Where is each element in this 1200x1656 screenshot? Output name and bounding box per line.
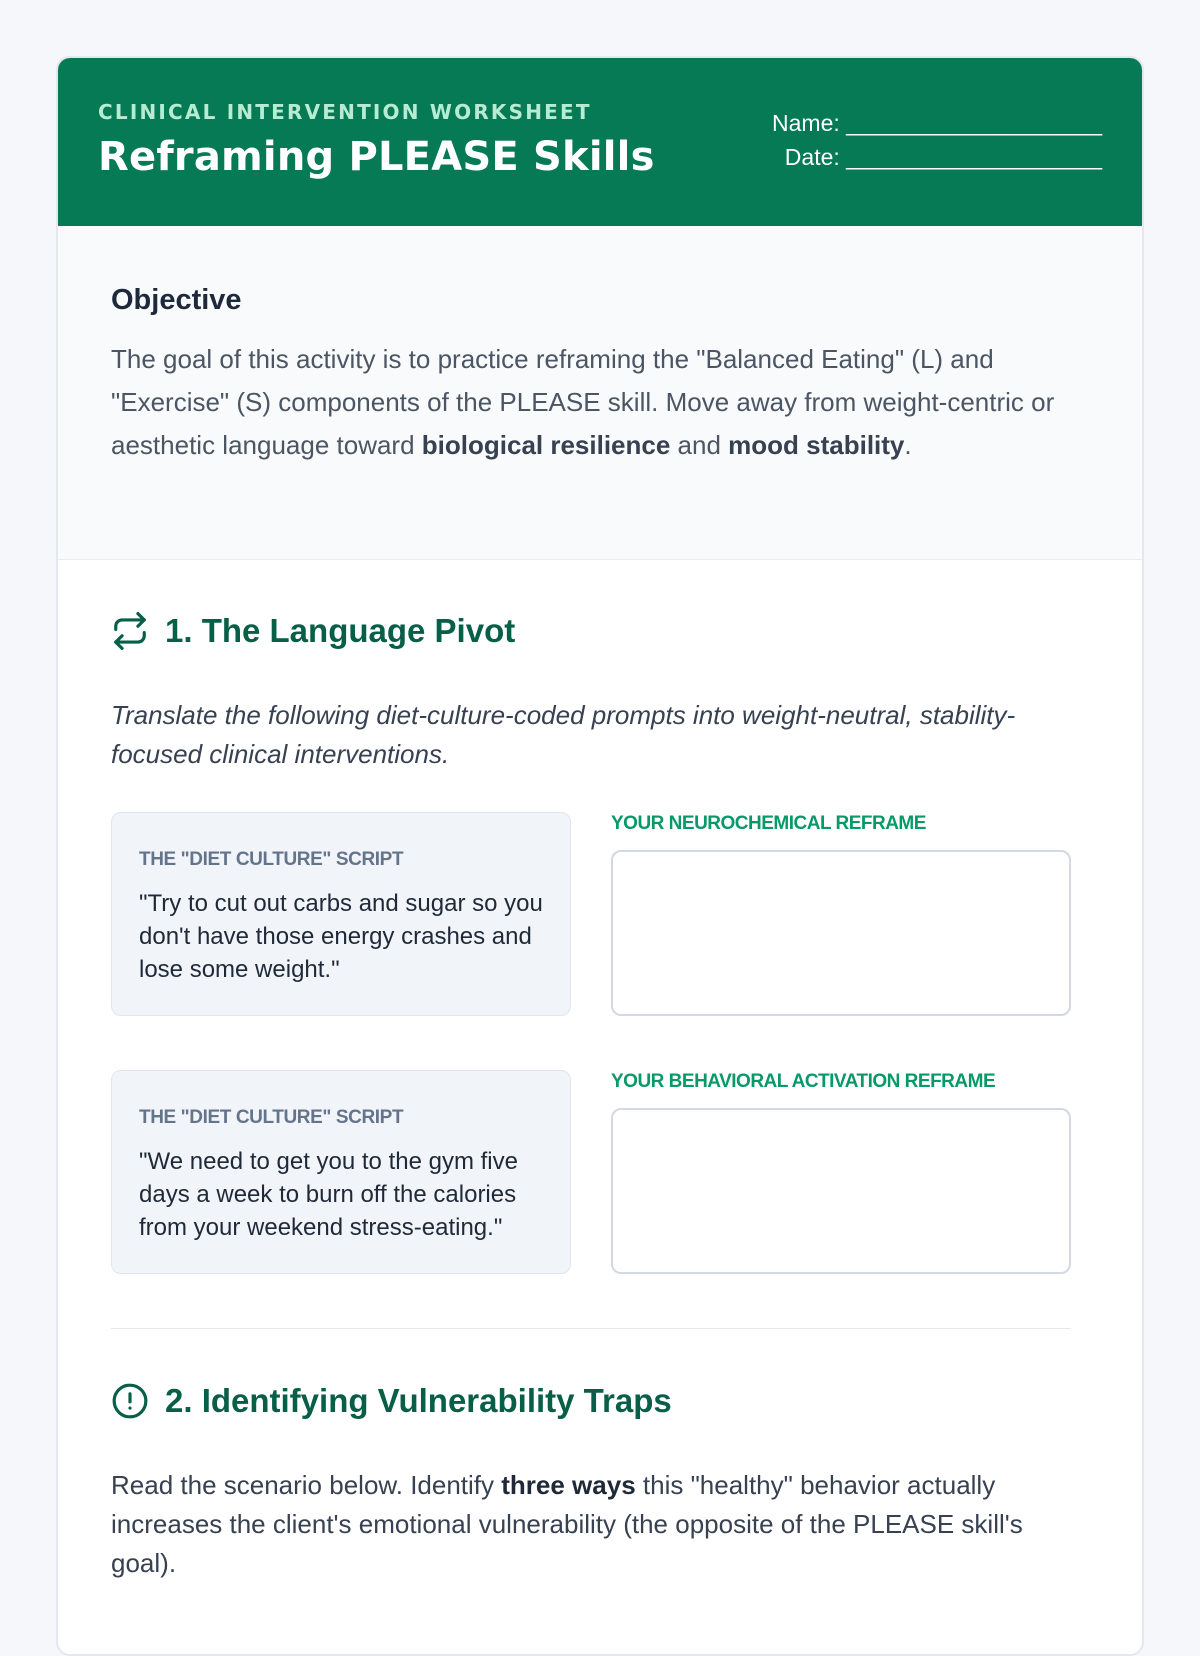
section-2-title [111,1382,672,1420]
behavioral-activation-reframe-input[interactable] [611,1108,1071,1274]
name-field-line: Name: ____________________ [772,110,1102,136]
objective-heading: Objective [111,284,242,316]
worksheet-eyebrow: CLINICAL INTERVENTION WORKSHEET [98,100,592,124]
worksheet-title: Reframing PLEASE Skills [98,134,655,180]
neurochemical-reframe-input[interactable] [611,850,1071,1016]
reframe-label-2: YOUR BEHAVIORAL ACTIVATION REFRAME [611,1071,996,1092]
section-2-instructions: Read the scenario below. Identify three ways this "healthy" behavior actually increases the client's emotional vulnerability (the opposite of the PLEASE skill's goal). [111,1470,1023,1578]
objective-section [58,226,1142,560]
section-1-title [111,612,515,650]
objective-text: The goal of this activity is to practice reframing the "Balanced Eating" (L) and "Exercise" (S) components of the PLEASE skill. Move away from weight-centric or aesthetic language toward biological resilience and mood stability. [111,344,1055,460]
section-2-emphasis: three ways [501,1470,636,1500]
section-2-title-text: 2. Identifying Vulnerability Traps [165,1382,672,1419]
worksheet-header [58,58,1142,226]
repeat-arrows-icon [111,612,149,650]
section-1-title-text: 1. The Language Pivot [165,612,516,649]
section-1-instructions: Translate the following diet-culture-coded prompts into weight-neutral, stability-focused clinical interventions. [111,700,1016,769]
worksheet-card [56,56,1144,1656]
script-label-1: THE "DIET CULTURE" SCRIPT [139,849,404,870]
alert-circle-icon [111,1382,149,1420]
date-field-line: Date: ____________________ [784,144,1102,170]
objective-emphasis-stability: mood stability [728,430,905,460]
script-label-2: THE "DIET CULTURE" SCRIPT [139,1107,404,1128]
reframe-label-1: YOUR NEUROCHEMICAL REFRAME [611,813,926,834]
script-box-1 [111,812,571,1016]
objective-emphasis-resilience: biological resilience [421,430,671,460]
script-quote-1: "Try to cut out carbs and sugar so you don't have those energy crashes and lose some weight." [139,890,543,983]
script-quote-2: "We need to get you to the gym five days a week to burn off the calories from your weekend stress-eating." [139,1148,518,1241]
script-box-2 [111,1070,571,1274]
section-divider [111,1328,1071,1329]
